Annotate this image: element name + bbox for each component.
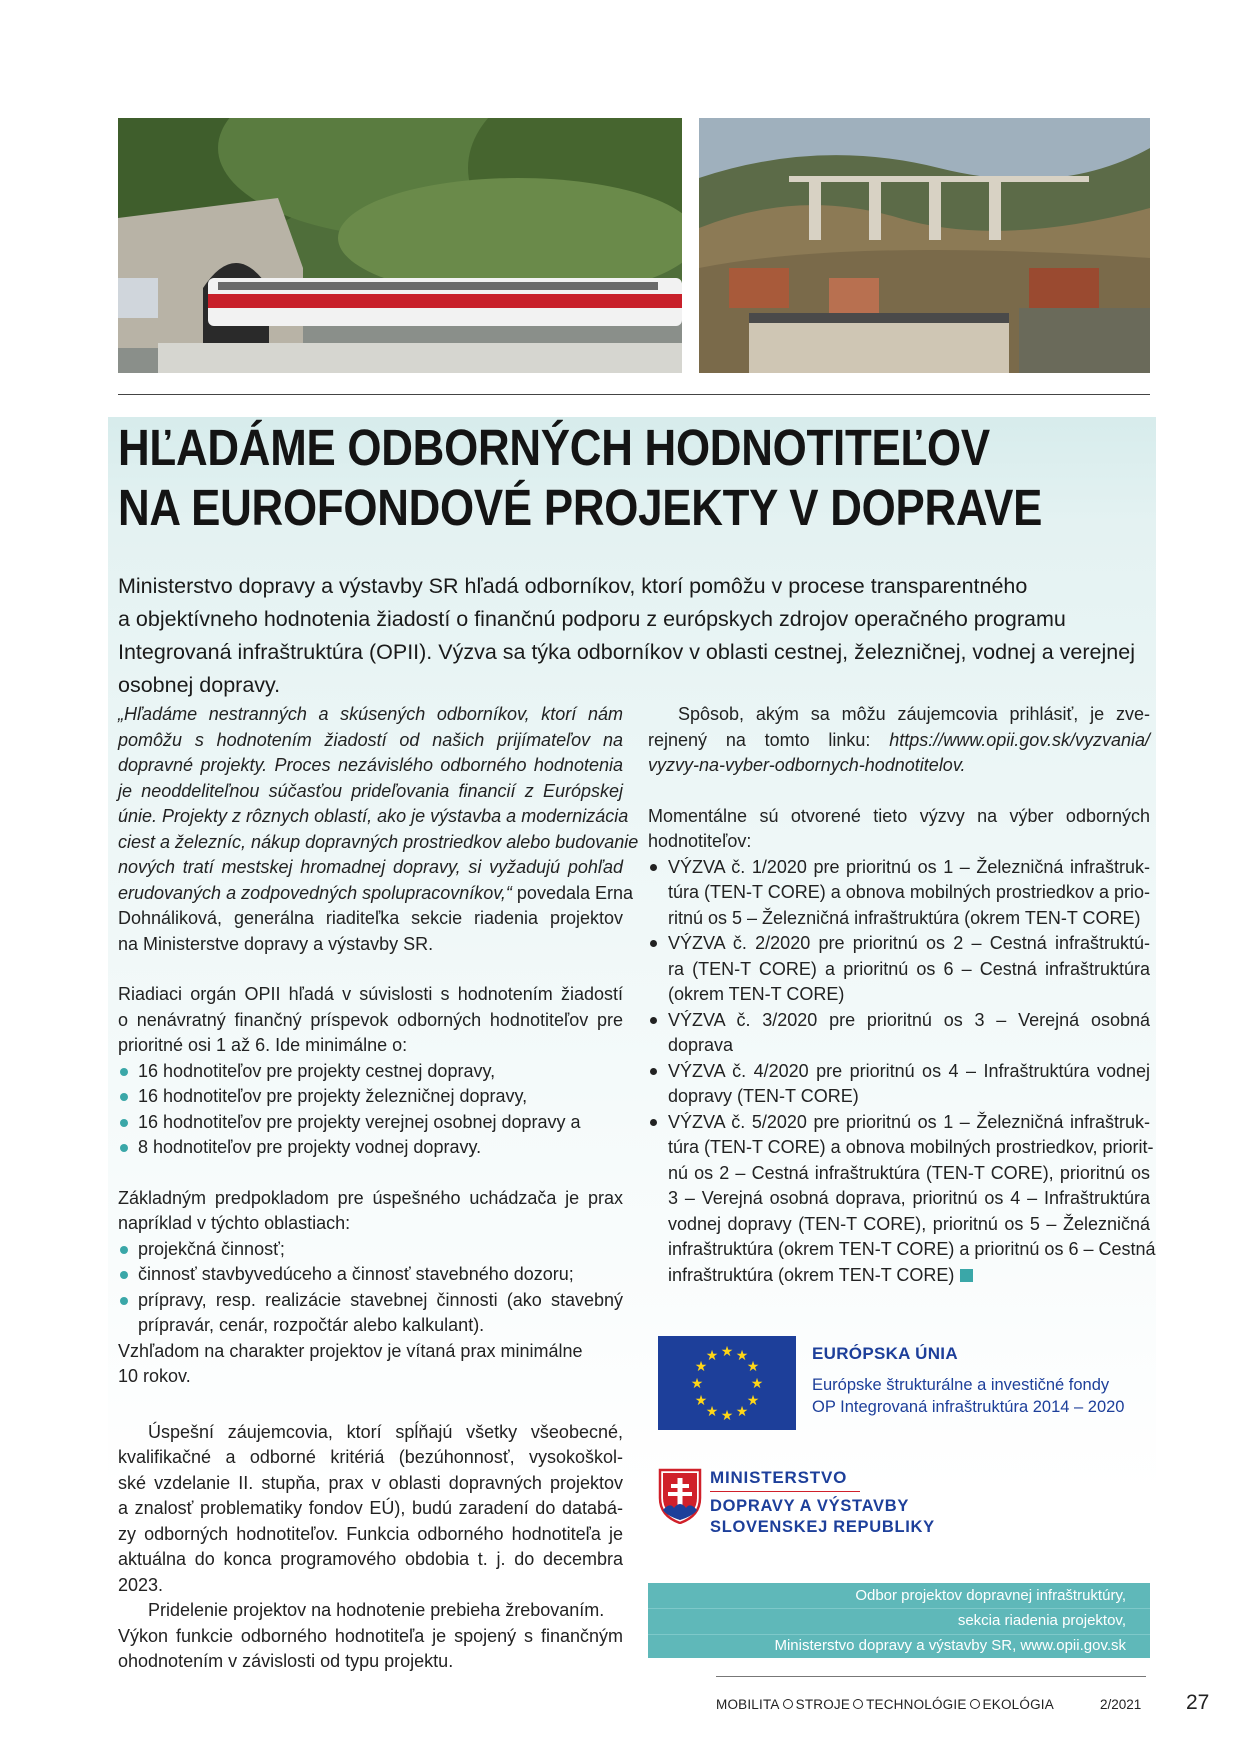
successful-candidates-paragraph: Úspešní záujemcovia, ktorí spĺňajú všetky všeobecné, kvalifikačné a odborné kritériá (bezúhonnosť, vysokoškol- ské vzdelanie II. stupňa, prax v oblasti dopravných projektov a znalosť problematiky fondov EÚ), budú zaradení do databá- zy odborných hodnotiteľov. Funkcia odborného hodnotiteľa je aktuálna do konca programového obdobia t. j. do decembra 2023.: [118, 1421, 623, 1595]
list-item: 16 hodnotiteľov pre projekty cestnej dopravy,: [118, 1059, 623, 1085]
requirements-paragraph: Základným predpokladom pre úspešného uchádzača je prax napríklad v týchto oblastiach: projekčná činnosť; činnosť stavbyvedúceho a činnosť stavebného dozoru; prípravy, resp. realizácie stavebnej činnosti (ako stavebný prípravár, cenár, rozpočtár alebo kalkulant). Vzhľadom na charakter projektov je vítaná prax minimálne 10 rokov.: [118, 1187, 623, 1386]
train-tunnel-photo: [118, 118, 682, 373]
right-column: [648, 702, 1156, 1288]
page-number: 27: [1186, 1691, 1210, 1714]
list-item: 16 hodnotiteľov pre projekty verejnej osobnej dopravy a: [118, 1110, 623, 1136]
assignment-paragraph: Pridelenie projektov na hodnotenie prebieha žrebovaním. Výkon funkcie odborného hodnotiteľa je spojený s finančným ohodnotením v závislosti od typu projektu.: [118, 1600, 623, 1671]
evaluators-paragraph: Riadiaci orgán OPII hľadá v súvislosti s hodnotením žiadostí o nenávratný finančný príspevok odborných hodnotiteľov pre prioritné osi 1 až 6. Ide minimálne o: 16 hodnotiteľov pre projekty cestnej dopravy, 16 hodnotiteľov pre projekty železničnej dopravy, 16 hodnotiteľov pre projekty verejnej osobnej dopravy a 8 hodnotiteľov pre projekty vodnej dopravy.: [118, 982, 623, 1161]
svg-text:★: ★: [690, 1376, 704, 1392]
left-column: [118, 702, 639, 1675]
opii-link-continued[interactable]: vyzvy-na-vyber-odbornych-hodnotitelov.: [648, 755, 966, 775]
svg-text:★: ★: [694, 1393, 708, 1409]
separator-circle-icon: [970, 1699, 980, 1709]
footer-sections: MOBILITA STROJE TECHNOLÓGIE EKOLÓGIA: [716, 1697, 1054, 1712]
svg-text:★: ★: [705, 1348, 719, 1364]
svg-text:★: ★: [720, 1408, 734, 1424]
svg-text:★: ★: [746, 1393, 760, 1409]
open-calls-paragraph: Momentálne sú otvorené tieto výzvy na výber odborných hodnotiteľov: VÝZVA č. 1/2020 pre prioritnú os 1 – Železničná infraštruk- túra (TEN-T CORE) a obnova mobilných prostriedkov a prio- ritnú os 5 – Železničná infraštruktúra (okrem TEN-T CORE) VÝZVA č. 2/2020 pre prioritnú os 2 – Cestná infraštruktú- ra (TEN-T CORE) a prioritnú os 6 – Cestná infraštruktúra (okrem TEN-T CORE) VÝZVA č. 3/2020 pre prioritnú os 3 – Verejná osobná doprava VÝZVA č. 4/2020 pre prioritnú os 4 – Infraštruktúra vodnej dopravy (TEN-T CORE) VÝZVA č. 5/2020 pre prioritnú os 1 – Železničná infraštruk- túra (TEN-T CORE) a obnova mobilných prostriedkov, priorit- nú os 2 – Cestná infraštruktúra (TEN-T CORE), prioritnú os 3 – Verejná osobná doprava, prioritnú os 4 – Infraštruktúra vodnej dopravy (TEN-T CORE), prioritnú os 5 – Železničná infraštruktúra (okrem TEN-T CORE) a prioritnú os 6 – Cestná infraštruktúra (okrem TEN-T CORE): [648, 804, 1150, 1289]
footer-divider: [716, 1676, 1146, 1677]
author-credit-box: Odbor projektov dopravnej infraštruktúry, sekcia riadenia projektov, Ministerstvo dopravy a výstavby SR, www.opii.gov.sk: [648, 1583, 1150, 1658]
svg-text:★: ★: [746, 1359, 760, 1375]
call-item: VÝZVA č. 3/2020 pre prioritnú os 3 – Verejná osobná doprava: [648, 1008, 1150, 1059]
call-item: VÝZVA č. 1/2020 pre prioritnú os 1 – Železničná infraštruk- túra (TEN-T CORE) a obnova mobilných prostriedkov a prio- ritnú os 5 – Železničná infraštruktúra (okrem TEN-T CORE): [648, 855, 1150, 932]
viaduct-village-photo: [699, 118, 1150, 373]
opii-link[interactable]: https://www.opii.gov.sk/vyzvania/: [889, 729, 1150, 750]
svg-text:★: ★: [720, 1344, 734, 1360]
svg-text:★: ★: [694, 1359, 708, 1375]
end-of-article-mark: [960, 1269, 973, 1282]
application-paragraph: Spôsob, akým sa môžu záujemcovia prihlásiť, je zve- rejnený na tomto linku: https://www.opii.gov.sk/vyzvania/ vyzvy-na-vyber-odbornych-hodnotitelov.: [648, 702, 1150, 779]
svg-text:★: ★: [750, 1376, 764, 1392]
call-item: VÝZVA č. 4/2020 pre prioritnú os 4 – Infraštruktúra vodnej dopravy (TEN-T CORE): [648, 1059, 1150, 1110]
list-item: 16 hodnotiteľov pre projekty železničnej dopravy,: [118, 1084, 623, 1110]
top-divider: [118, 394, 1150, 395]
call-item: VÝZVA č. 2/2020 pre prioritnú os 2 – Cestná infraštruktú- ra (TEN-T CORE) a prioritnú os 6 – Cestná infraštruktúra (okrem TEN-T CORE): [648, 931, 1150, 1008]
quote-paragraph: „Hľadáme nestranných a skúsených odborníkov, ktorí nám pomôžu s hodnotením žiadostí od našich prijímateľov na dopravné projekty. Proces nezávislého odborného hodnotenia je neoddeliteľnou súčasťou prideľovania financií z Európskej únie. Projekty z rôznych oblastí, ako je výstavba a modernizácia ciest a železníc, nákup dopravných prostriedkov alebo budovanie nových tratí mestskej hromadnej dopravy, si vyžadujú pohľad erudovaných a zodpovedných spolupracovníkov,“ povedala Erna Dohnáliková, generálna riaditeľka sekcie riadenia projektov na Ministerstve dopravy a výstavby SR.: [118, 704, 639, 954]
ministry-logo-text: MINISTERSTVO DOPRAVY A VÝSTAVBY SLOVENSKEJ REPUBLIKY: [710, 1468, 935, 1536]
list-item: činnosť stavbyvedúceho a činnosť stavebného dozoru;: [118, 1262, 623, 1288]
separator-circle-icon: [783, 1699, 793, 1709]
eu-flag-logo: [658, 1336, 796, 1430]
list-item: 8 hodnotiteľov pre projekty vodnej dopravy.: [118, 1135, 623, 1161]
svg-text:★: ★: [735, 1404, 749, 1420]
eu-logo-text: EURÓPSKA ÚNIA Európske štrukturálne a investičné fondy OP Integrovaná infraštruktúra 2014 – 2020: [812, 1344, 1125, 1416]
slovak-coat-of-arms-icon: [658, 1468, 702, 1524]
separator-circle-icon: [853, 1699, 863, 1709]
call-item: VÝZVA č. 5/2020 pre prioritnú os 1 – Železničná infraštruk- túra (TEN-T CORE) a obnova mobilných prostriedkov, priorit- nú os 2 – Cestná infraštruktúra (TEN-T CORE), prioritnú os 3 – Verejná osobná doprava, prioritnú os 4 – Infraštruktúra vodnej dopravy (TEN-T CORE), prioritnú os 5 – Železničná infraštruktúra (okrem TEN-T CORE) a prioritnú os 6 – Cestná infraštruktúra (okrem TEN-T CORE): [648, 1110, 1150, 1289]
list-item: prípravy, resp. realizácie stavebnej činnosti (ako stavebný prípravár, cenár, rozpočtár alebo kalkulant).: [118, 1288, 623, 1339]
issue-number: 2/2021: [1100, 1697, 1142, 1712]
svg-text:★: ★: [705, 1404, 719, 1420]
article-title: HĽADÁME ODBORNÝCH HODNOTITEĽOV NA EUROFONDOVÉ PROJEKTY V DOPRAVE: [118, 419, 1043, 536]
list-item: projekčná činnosť;: [118, 1237, 623, 1263]
article-lead: Ministerstvo dopravy a výstavby SR hľadá odborníkov, ktorí pomôžu v procese transparentného a objektívneho hodnotenia žiadostí o finančnú podporu z európskych zdrojov operačného programu Integrovaná infraštruktúra (OPII). Výzva sa týka odborníkov v oblasti cestnej, železničnej, vodnej a verejnej osobnej dopravy.: [118, 574, 1135, 697]
svg-text:★: ★: [735, 1348, 749, 1364]
